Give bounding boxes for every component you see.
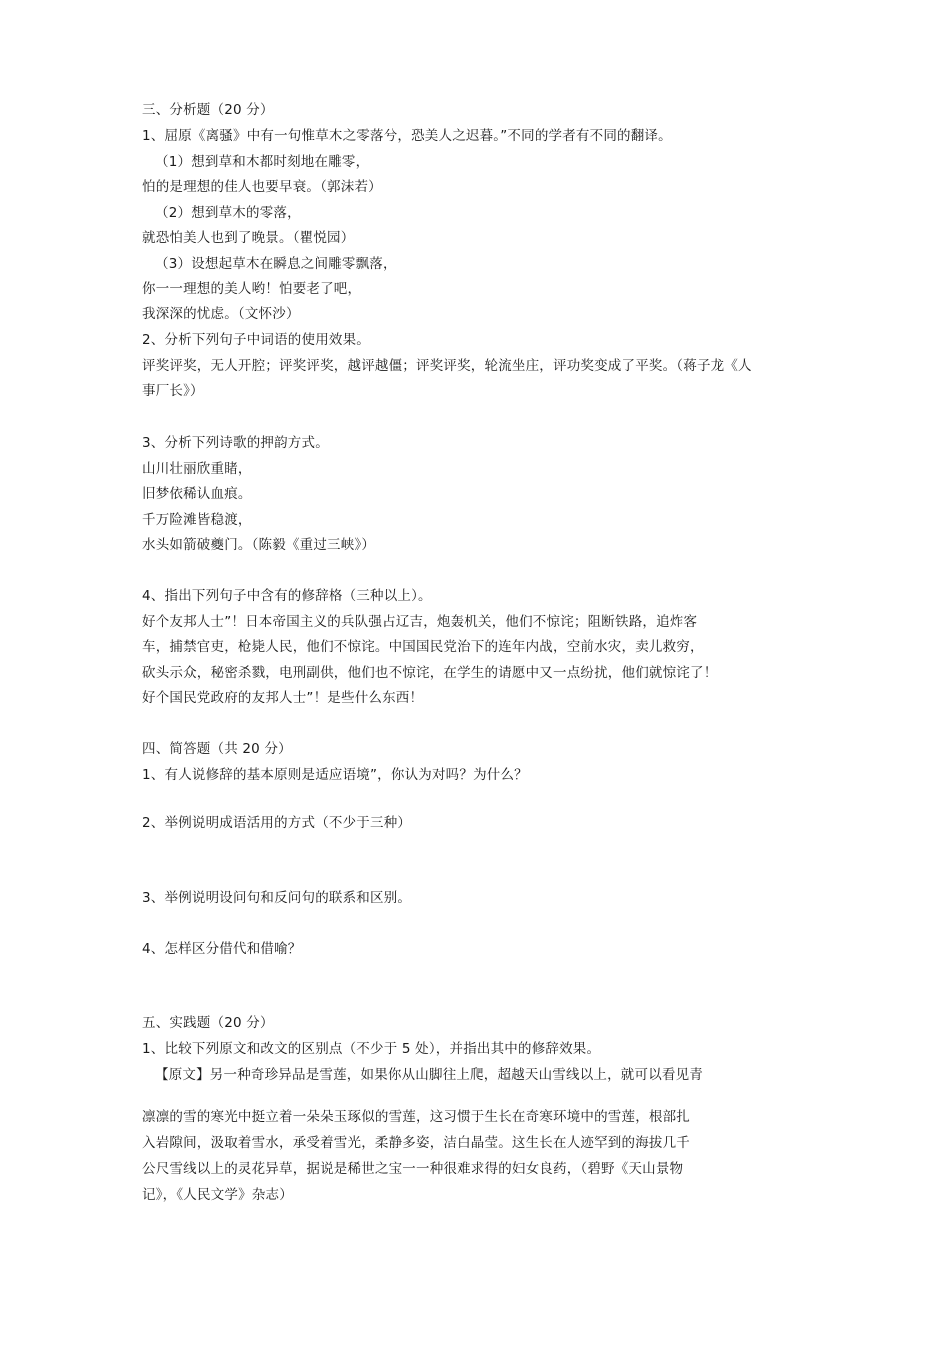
body-text: 评奖评奖，无人开腔；评奖评奖，越评越僵；评奖评奖，轮流坐庄，评功奖变成了平奖。（蒋子龙《人 [142,358,752,374]
poem-line: 山川壮丽欣重睹， [142,461,252,477]
body-text: 好个友邦人士”！日本帝国主义的兵队强占辽吉，炮轰机关，他们不惊诧；阻断铁路，追炸客 [142,614,698,630]
section-heading-analysis: 三、分析题（20 分） [142,102,274,118]
poem-line: 旧梦依稀认血痕。 [142,486,252,502]
translation-line: 你一一理想的美人哟！怕要老了吧， [142,281,362,297]
question-text: 1、比较下列原文和改文的区别点（不少于 5 处），并指出其中的修辞效果。 [142,1041,601,1057]
original-text-line: 【原文】另一种奇珍异品是雪莲，如果你从山脚往上爬，超越天山雪线以上，就可以看见青 [155,1067,703,1083]
poem-line: 水头如箭破夔门。（陈毅《重过三峡》） [142,537,376,553]
body-text: 事厂长》） [142,383,204,399]
question-text: 3、分析下列诗歌的押韵方式。 [142,435,329,451]
original-text-line: 记》，《人民文学》杂志） [142,1187,293,1203]
question-text: 4、怎样区分借代和借喻？ [142,941,302,957]
question-text: 2、分析下列句子中词语的使用效果。 [142,332,370,348]
question-text: 3、举例说明设问句和反问句的联系和区别。 [142,890,412,906]
question-text: 2、举例说明成语活用的方式（不少于三种） [142,815,412,831]
translation-line: （3）设想起草木在瞬息之间雕零飘落， [155,256,397,272]
original-text-line: 凛凛的雪的寒光中挺立着一朵朵玉琢似的雪莲，这习惯于生长在奇寒环境中的雪莲，根部扎 [142,1109,690,1125]
section-heading-practice: 五、实践题（20 分） [142,1015,274,1031]
original-text-line: 入岩隙间，汲取着雪水，承受着雪光，柔静多姿，洁白晶莹。这生长在人迹罕到的海拔几千 [142,1135,690,1151]
original-text-line: 公尺雪线以上的灵花异草，据说是稀世之宝一一种很难求得的妇女良药，（碧野《天山景物 [142,1161,684,1177]
body-text: 砍头示众，秘密杀戮，电刑副供，他们也不惊诧，在学生的请愿中又一点纷扰，他们就惊诧了！ [142,665,718,681]
translation-line: 怕的是理想的佳人也要早衰。（郭沫若） [142,179,382,195]
translation-line: 就恐怕美人也到了晚景。（瞿悦园） [142,230,355,246]
translation-line: （1）想到草和木都时刻地在雕零， [155,154,370,170]
poem-line: 千万险滩皆稳渡， [142,512,252,528]
translation-line: 我深深的忧虑。（文怀沙） [142,306,300,322]
question-text: 4、指出下列句子中含有的修辞格（三种以上）。 [142,588,432,604]
question-text: 1、屈原《离骚》中有一句惟草木之零落兮，恐美人之迟暮。”不同的学者有不同的翻译。 [142,128,672,144]
body-text: 好个国民党政府的友邦人士”！是些什么东西！ [142,690,424,706]
body-text: 车，捕禁官吏，枪毙人民，他们不惊诧。中国国民党治下的连年内战，空前水灾，卖儿救穷， [142,639,704,655]
question-text: 1、有人说修辞的基本原则是适应语境”，你认为对吗？为什么？ [142,767,528,783]
section-heading-short-answer: 四、简答题（共 20 分） [142,741,292,757]
translation-line: （2）想到草木的零落， [155,205,301,221]
